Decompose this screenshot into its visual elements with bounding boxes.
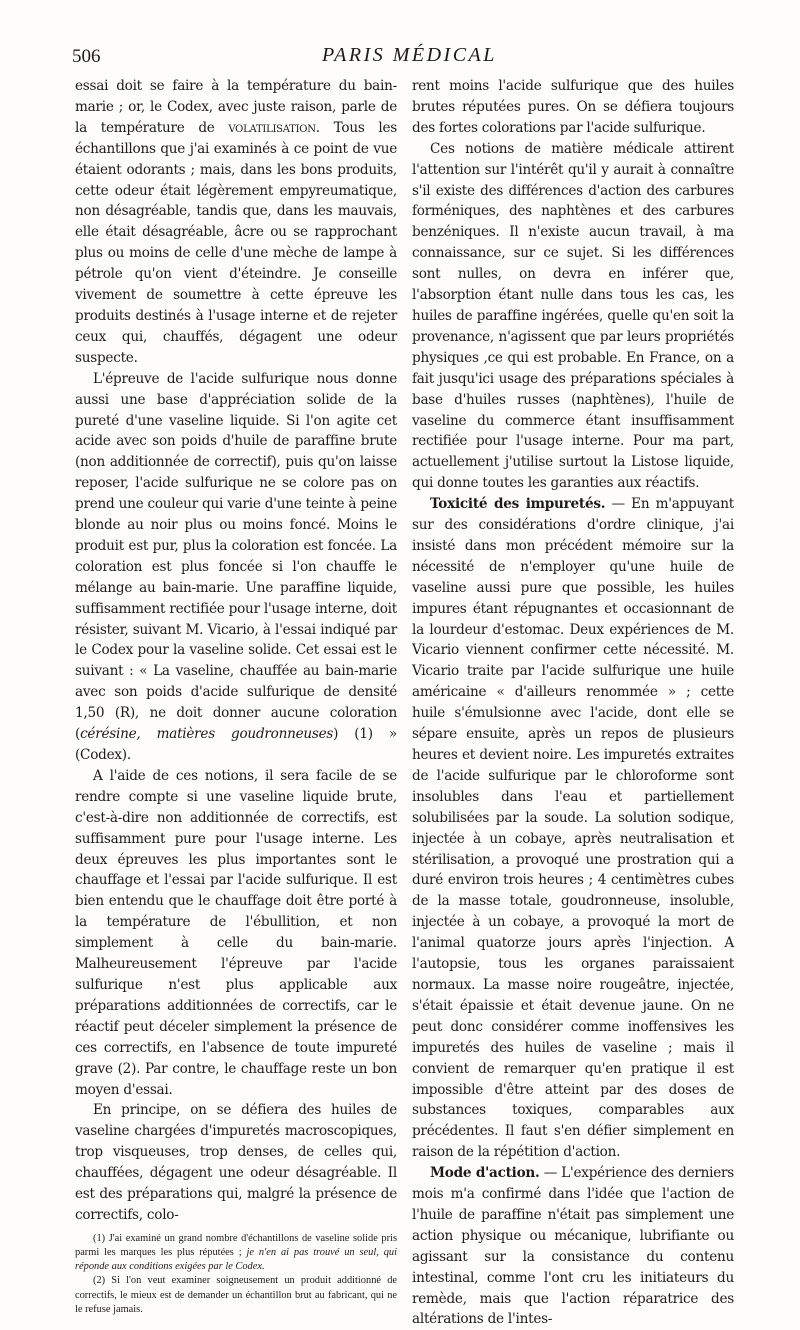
footnotes [75,1232,397,1317]
paragraph: Ces notions de matière médicale attirent l'attention sur l'intérêt qu'il y aurait à connaître s'il existe des différences d'action des carbures forméniques, des naphtènes et des carbures benzéniques. Il n'existe aucun travail, à ma connaissance, sur ce sujet. Si les différences sont nulles, on devra en inférer que, l'absorption étant nulle dans tous les cas, les huiles de paraffine ingérées, quelle qu'en soit la provenance, n'agissent que par leurs propriétés physiques ,ce qui est probable. En France, on a fait jusqu'ici usage des préparations spéciales à base d'huiles russes (naphtènes), l'huile de vaseline du commerce étant insuffisamment rectifiée pour l'usage interne. Pour ma part, actuellement j'utilise surtout la Listose liquide, qui donne toutes les garanties aux réactifs. [412,140,734,492]
right-column [412,76,734,1330]
section-heading: Toxicité des impuretés. [430,496,606,513]
paragraph: rent moins l'acide sulfurique que des huiles brutes réputées pures. On se défiera toujours des fortes colorations par l'acide sulfurique. [412,78,734,136]
section-heading: Mode d'action. [430,1165,540,1182]
paragraph: Toxicité des impuretés. — En m'appuyant sur des considérations d'ordre clinique, j'ai insisté dans mon précédent mémoire sur la nécessité de n'employer qu'une huile de vaseline aussi pure que possible, les huiles impures étant répugnantes et occasionnant de la lourdeur d'estomac. Deux expériences de M. Vicario viennent confirmer cette nécessité. M. Vicario traite par l'acide sulfurique une huile américaine « d'ailleurs renommée » ; cette huile s'émulsionne avec l'acide, dont elle se sépare ensuite, après un repos de plusieurs heures et devient noire. Les impuretés extraites de l'acide sulfurique par le chloroforme sont insolubles dans l'eau et partiellement solubilisées par la soude. La solution sodique, injectée à un cobaye, après neutralisation et stérilisation, a provoqué une prostration qui a duré environ trois heures ; 4 centimètres cubes de la masse totale, goudronneuse, insoluble, injectée à un cobaye, a provoqué la mort de l'animal quatorze jours après l'injection. A l'autopsie, tous les organes paraissaient normaux. La masse noire rougeâtre, injectée, s'était épaissie et était devenue jaune. On ne peut donc considérer comme inoffensives les impuretés des huiles de vaseline ; mais il convient de remarquer qu'en pratique il est impossible d'être atteint par des doses de substances toxiques, comparables aux précédentes. Il faut s'en défier simplement en raison de la répétition d'action. [412,496,734,1161]
paragraph: Mode d'action. — L'expérience des derniers mois m'a confirmé dans l'idée que l'action de l'huile de paraffine n'était pas simplement une action physique ou mécanique, lubrifiante ou agissant sur la consistance du contenu intestinal, comme l'ont cru les initiateurs du remède, mais que l'action réparatrice des altérations de l'intes- [412,1165,734,1328]
paragraph: essai doit se faire à la température du bain-marie ; or, le Codex, avec juste raison, parle de la température de volatilisation. Tous les échantillons que j'ai examinés à ce point de vue étaient odorants ; mais, dans les bons produits, cette odeur était légèrement empyreumatique, non désagréable, tandis que, dans les mauvais, elle était désagréable, âcre ou se rapprochant plus ou moins de celle d'une mèche de lampe à pétrole qu'on vient d'éteindre. Je conseille vivement de soumettre à cette épreuve les produits destinés à l'usage interne et de rejeter ceux qui, chauffés, dégagent une odeur suspecte. [75,78,397,366]
running-title: PARIS MÉDICAL [322,44,497,66]
page-number: 506 [72,46,101,67]
footnote-1: (1) J'ai examiné un grand nombre d'échantillons de vaseline solide pris parmi les marques les plus réputées ; je n'en ai pas trouvé un seul, qui réponde aux conditions exigées par le Codex. [75,1232,397,1273]
italic-term: cérésine, matières goudronneuses [80,726,334,743]
footnote-2: (2) Si l'on veut examiner soigneusement un produit additionné de correctifs, le mieux est de demander un échantillon brut au fabricant, qui ne le refuse jamais. [75,1275,397,1315]
left-column [75,76,397,1317]
paragraph: A l'aide de ces notions, il sera facile de se rendre compte si une vaseline liquide brute, c'est-à-dire non additionnée de correctifs, est suffisamment pure pour l'usage interne. Les deux épreuves les plus importantes sont le chauffage et l'essai par l'acide sulfurique. Il est bien entendu que le chauffage doit être porté à la température de l'ébullition, et non simplement à celle du bain-marie. Malheureusement l'épreuve par l'acide sulfurique n'est plus applicable aux préparations additionnées de correctifs, car le réactif peut déceler simplement la présence de ces correctifs, en l'absence de toute impureté grave (2). Par contre, le chauffage reste un bon moyen d'essai. [75,767,397,1098]
paragraph: En principe, on se défiera des huiles de vaseline chargées d'impuretés macroscopiques, trop visqueuses, trop denses, de celles qui, chauffées, dégagent une odeur désagréable. Il est des préparations qui, malgré la présence de correctifs, colo- [75,1102,397,1223]
smallcaps-term: volatilisation [228,119,316,136]
paragraph: L'épreuve de l'acide sulfurique nous donne aussi une base d'appréciation solide de la pureté d'une vaseline liquide. Si l'on agite cet acide avec son poids d'huile de paraffine brute (non additionnée de correctif), puis qu'on laisse reposer, l'acide sulfurique ne se colore pas on prend une couleur qui varie d'une teinte à peine blonde au noir plus ou moins foncé. Moins le produit est pur, plus la coloration est foncée. La coloration est plus foncée si l'on chauffe le mélange au bain-marie. Une paraffine liquide, suffisamment rectifiée pour l'usage interne, doit résister, suivant M. Vicario, à l'essai indiqué par le Codex pour la vaseline solide. Cet essai est le suivant : « La vaseline, chauffée au bain-marie avec son poids d'acide sulfurique de densité 1,50 (R), ne doit donner aucune coloration (cérésine, matières goudronneuses) (1) » (Codex). [75,370,397,763]
